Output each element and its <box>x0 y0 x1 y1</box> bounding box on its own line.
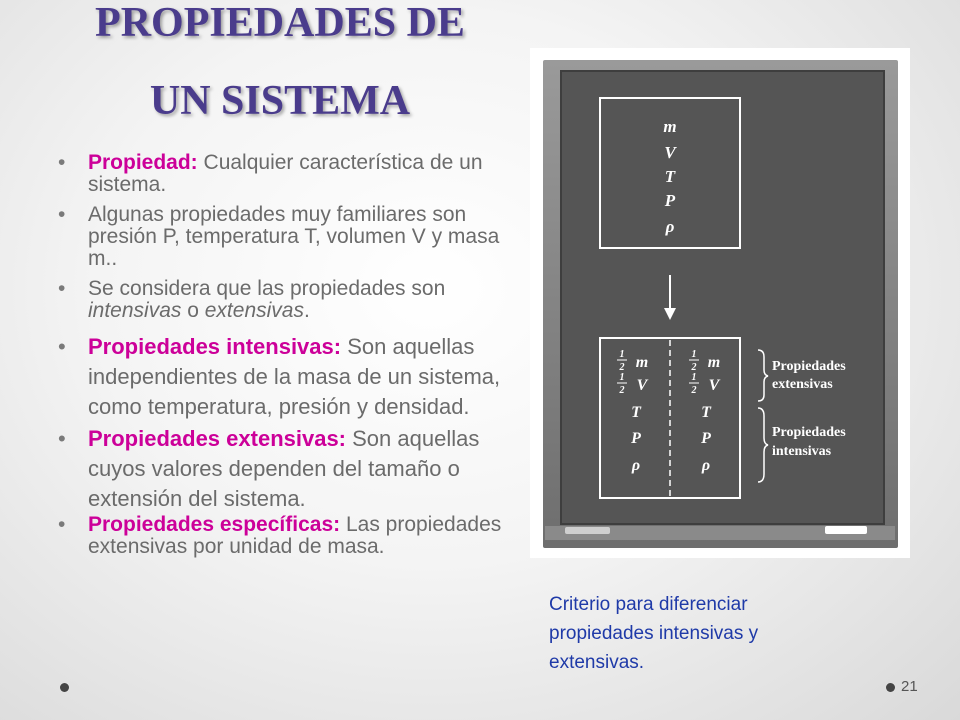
symbol-p: P <box>631 430 641 447</box>
bullet-text: Algunas propiedades muy familiares son presión P, temperatura T, volumen V y masa m.. <box>88 203 500 270</box>
bullet-text: o <box>181 299 205 322</box>
left-half-symbols <box>617 349 649 474</box>
bullet-list <box>58 152 528 558</box>
bullet-emphasis: extensivas <box>204 299 304 322</box>
symbol-p: P <box>664 191 676 210</box>
chalk-piece <box>565 527 610 534</box>
half-numerator: 1 <box>619 372 625 383</box>
symbol-v: V <box>664 143 676 162</box>
properties-diagram <box>560 70 885 525</box>
label-intensive-1: Propiedades <box>772 425 846 440</box>
bullet-text: Son aquellas independientes de la masa de un sistema, como temperatura, presión y densidad. <box>88 334 501 419</box>
bullet-clasificacion <box>58 278 528 322</box>
symbol-rho: ρ <box>631 457 641 474</box>
footer-dot-left <box>60 683 69 692</box>
half-denominator: 2 <box>619 385 625 396</box>
half-denominator: 2 <box>691 362 697 373</box>
bullet-text: . <box>303 299 310 322</box>
symbol-rho: ρ <box>701 457 711 474</box>
bullet-familiares <box>58 204 528 270</box>
symbol-m: m <box>635 354 649 371</box>
symbol-t: T <box>701 404 711 421</box>
footer-dot-right <box>886 683 895 692</box>
symbol-m: m <box>663 117 677 136</box>
symbol-v: V <box>708 377 720 394</box>
symbol-v: V <box>636 377 648 394</box>
bullet-text: Se considera que las propiedades son <box>88 277 446 300</box>
bullet-extensivas <box>58 424 528 514</box>
bullet-emphasis: intensivas <box>88 299 182 322</box>
half-numerator: 1 <box>691 349 697 360</box>
brace-intensive <box>758 408 768 482</box>
bullet-text: Cualquier característica de un sistema. <box>88 151 483 196</box>
symbol-m: m <box>707 354 721 371</box>
bullet-label: Propiedades intensivas: <box>88 334 342 359</box>
slide-title-line2: UN SISTEMA <box>149 78 411 124</box>
bullet-label: Propiedad: <box>88 151 198 174</box>
bullet-text: Son aquellas cuyos valores dependen del tamaño o extensión del sistema. <box>88 426 480 511</box>
half-denominator: 2 <box>691 385 697 396</box>
arrow-head <box>664 308 676 320</box>
bullet-label: Propiedades extensivas: <box>88 426 347 451</box>
slide-title-line1: PROPIEDADES DE <box>95 0 465 46</box>
bullet-label: Propiedades específicas: <box>88 513 341 536</box>
label-intensive-2: intensivas <box>772 444 832 459</box>
right-half-symbols <box>689 349 721 474</box>
half-numerator: 1 <box>619 349 625 360</box>
half-numerator: 1 <box>691 372 697 383</box>
label-extensive-2: extensivas <box>772 377 833 392</box>
half-denominator: 2 <box>619 362 625 373</box>
diagram-caption: Criterio para diferenciar propiedades intensivas y extensivas. <box>549 594 759 673</box>
page-number: 21 <box>901 678 918 695</box>
bullet-propiedad <box>58 152 528 196</box>
bullet-especificas <box>58 514 528 558</box>
symbol-rho: ρ <box>665 217 675 236</box>
bullet-intensivas <box>58 332 528 422</box>
symbol-t: T <box>631 404 641 421</box>
symbol-t: T <box>664 167 676 186</box>
bullet-text: Las propiedades extensivas por unidad de masa. <box>88 513 502 558</box>
brace-extensive <box>758 350 768 401</box>
chalk-piece <box>825 526 867 534</box>
label-extensive-1: Propiedades <box>772 359 846 374</box>
symbol-p: P <box>701 430 711 447</box>
